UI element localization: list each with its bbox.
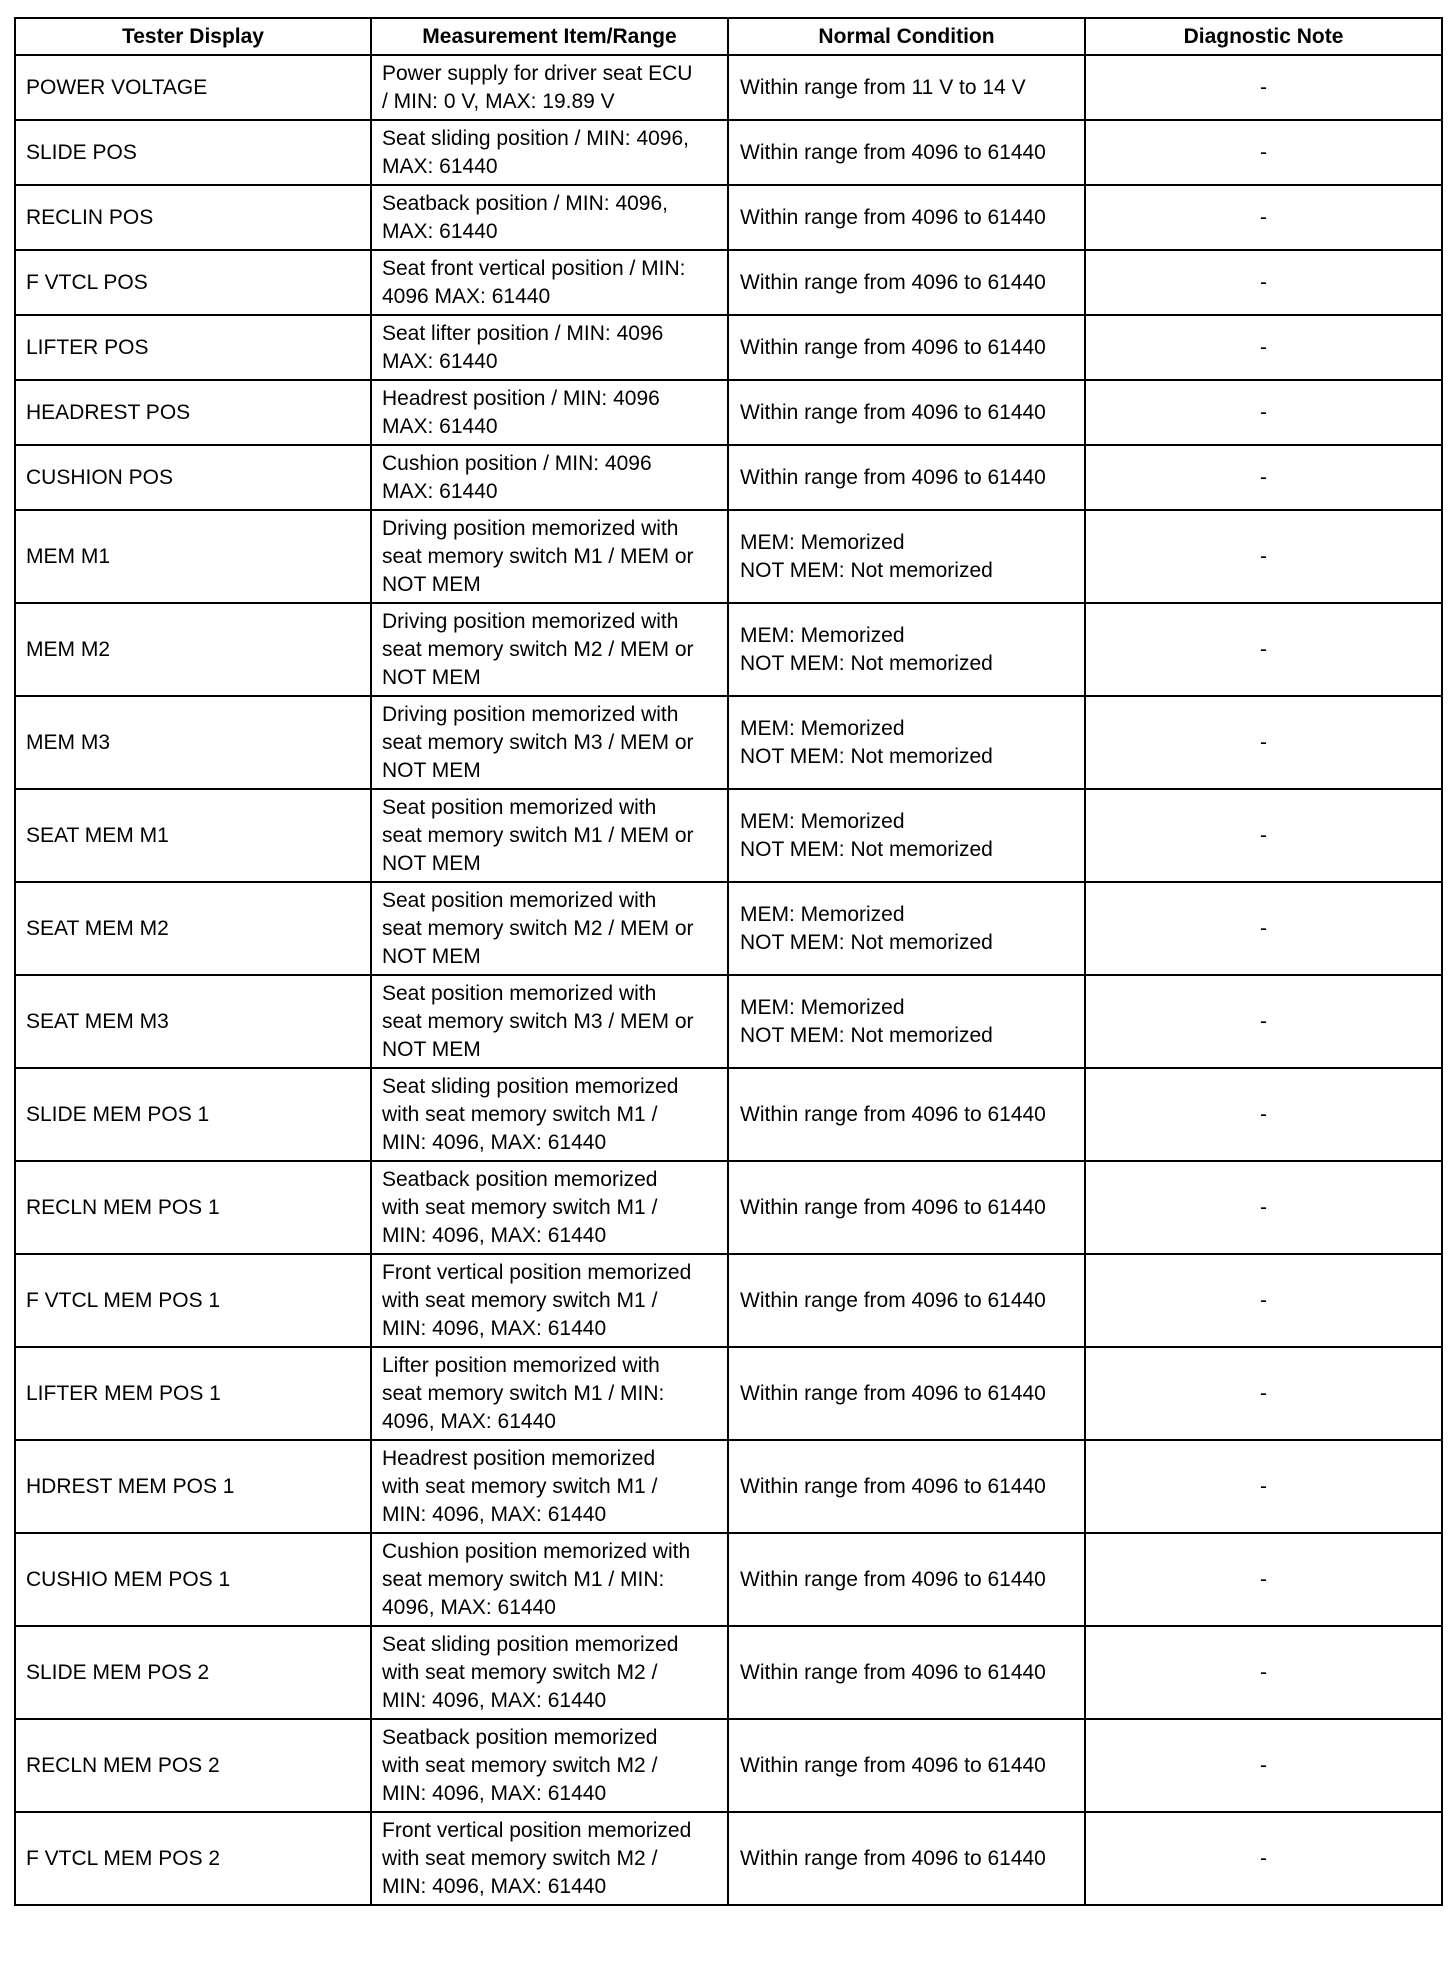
- table-row: [15, 445, 1442, 510]
- measurement-item-line: Seat position memorized with: [382, 981, 657, 1005]
- measurement-item-line: Driving position memorized with: [382, 609, 679, 633]
- normal-condition-cell: [728, 975, 1085, 1068]
- measurement-item-cell: [371, 380, 728, 445]
- measurement-item-cell: [371, 975, 728, 1068]
- tester-display-cell: SLIDE MEM POS 2: [15, 1626, 371, 1719]
- tester-display-cell: SEAT MEM M3: [15, 975, 371, 1068]
- measurement-item-line: Headrest position memorized: [382, 1446, 656, 1470]
- measurement-item-line: MAX: 61440: [382, 219, 498, 243]
- measurement-item-cell: [371, 1161, 728, 1254]
- normal-condition-cell: [728, 1440, 1085, 1533]
- table-row: [15, 882, 1442, 975]
- normal-condition-cell: [728, 315, 1085, 380]
- measurement-item-line: Seatback position memorized: [382, 1167, 658, 1191]
- normal-condition-line: Within range from 4096 to 61440: [740, 1288, 1046, 1312]
- measurement-item-line: Seat sliding position / MIN: 4096,: [382, 126, 690, 150]
- normal-condition-line: Within range from 4096 to 61440: [740, 335, 1046, 359]
- normal-condition-cell: [728, 1161, 1085, 1254]
- normal-condition-cell: [728, 55, 1085, 120]
- tester-display-cell: F VTCL POS: [15, 250, 371, 315]
- measurement-item-line: 4096 MAX: 61440: [382, 284, 551, 308]
- diagnostic-note-cell: -: [1085, 1254, 1442, 1347]
- measurement-item-line: MIN: 4096, MAX: 61440: [382, 1316, 607, 1340]
- measurement-item-line: seat memory switch M1 / MEM or: [382, 823, 694, 847]
- normal-condition-cell: [728, 882, 1085, 975]
- measurement-item-line: NOT MEM: [382, 851, 481, 875]
- normal-condition-line: MEM: Memorized: [740, 716, 905, 740]
- tester-display-cell: POWER VOLTAGE: [15, 55, 371, 120]
- table-row: [15, 250, 1442, 315]
- measurement-item-cell: [371, 55, 728, 120]
- measurement-item-cell: [371, 696, 728, 789]
- normal-condition-line: NOT MEM: Not memorized: [740, 558, 993, 582]
- table-row: [15, 1347, 1442, 1440]
- table-row: [15, 1812, 1442, 1905]
- normal-condition-cell: [728, 510, 1085, 603]
- header-measurement-item: Measurement Item/Range: [371, 18, 728, 55]
- measurement-item-line: with seat memory switch M1 /: [382, 1102, 658, 1126]
- diagnostic-note-cell: -: [1085, 1440, 1442, 1533]
- table-row: [15, 380, 1442, 445]
- measurement-item-line: Seat sliding position memorized: [382, 1632, 679, 1656]
- header-diagnostic-note: Diagnostic Note: [1085, 18, 1442, 55]
- normal-condition-cell: [728, 1068, 1085, 1161]
- diagnostic-note-cell: -: [1085, 975, 1442, 1068]
- measurement-item-cell: [371, 882, 728, 975]
- normal-condition-cell: [728, 1812, 1085, 1905]
- normal-condition-cell: [728, 603, 1085, 696]
- table-row: [15, 1161, 1442, 1254]
- measurement-item-line: with seat memory switch M2 /: [382, 1660, 658, 1684]
- tester-display-cell: LIFTER MEM POS 1: [15, 1347, 371, 1440]
- measurement-item-line: NOT MEM: [382, 572, 481, 596]
- measurement-item-line: Seat position memorized with: [382, 795, 657, 819]
- measurement-item-line: NOT MEM: [382, 1037, 481, 1061]
- measurement-item-line: seat memory switch M2 / MEM or: [382, 916, 694, 940]
- normal-condition-line: MEM: Memorized: [740, 995, 905, 1019]
- normal-condition-line: NOT MEM: Not memorized: [740, 1023, 993, 1047]
- normal-condition-line: MEM: Memorized: [740, 530, 905, 554]
- diagnostic-note-cell: -: [1085, 1812, 1442, 1905]
- table-row: [15, 1254, 1442, 1347]
- normal-condition-line: MEM: Memorized: [740, 809, 905, 833]
- header-normal-condition: Normal Condition: [728, 18, 1085, 55]
- diagnostic-note-cell: -: [1085, 789, 1442, 882]
- measurement-item-line: NOT MEM: [382, 758, 481, 782]
- tester-display-cell: LIFTER POS: [15, 315, 371, 380]
- measurement-item-line: 4096, MAX: 61440: [382, 1409, 556, 1433]
- measurement-item-line: MAX: 61440: [382, 154, 498, 178]
- normal-condition-line: Within range from 4096 to 61440: [740, 400, 1046, 424]
- normal-condition-cell: [728, 250, 1085, 315]
- measurement-item-line: MIN: 4096, MAX: 61440: [382, 1688, 607, 1712]
- measurement-item-line: MAX: 61440: [382, 479, 498, 503]
- table-row: [15, 1440, 1442, 1533]
- measurement-item-line: 4096, MAX: 61440: [382, 1595, 556, 1619]
- normal-condition-cell: [728, 185, 1085, 250]
- table-row: [15, 120, 1442, 185]
- normal-condition-line: Within range from 4096 to 61440: [740, 1753, 1046, 1777]
- diagnostic-note-cell: -: [1085, 250, 1442, 315]
- table-row: [15, 55, 1442, 120]
- normal-condition-cell: [728, 1533, 1085, 1626]
- header-tester-display: Tester Display: [15, 18, 371, 55]
- measurement-item-cell: [371, 510, 728, 603]
- tester-display-cell: CUSHIO MEM POS 1: [15, 1533, 371, 1626]
- measurement-item-cell: [371, 120, 728, 185]
- measurement-item-cell: [371, 1719, 728, 1812]
- measurement-item-cell: [371, 1347, 728, 1440]
- diagnostic-note-cell: -: [1085, 55, 1442, 120]
- measurement-item-line: Front vertical position memorized: [382, 1818, 692, 1842]
- measurement-item-line: Cushion position / MIN: 4096: [382, 451, 652, 475]
- measurement-item-line: Seatback position / MIN: 4096,: [382, 191, 668, 215]
- normal-condition-cell: [728, 445, 1085, 510]
- measurement-item-line: seat memory switch M1 / MIN:: [382, 1567, 665, 1591]
- measurement-item-cell: [371, 1533, 728, 1626]
- measurement-item-line: Seat front vertical position / MIN:: [382, 256, 686, 280]
- tester-display-cell: F VTCL MEM POS 1: [15, 1254, 371, 1347]
- normal-condition-line: Within range from 4096 to 61440: [740, 140, 1046, 164]
- normal-condition-line: Within range from 4096 to 61440: [740, 1195, 1046, 1219]
- normal-condition-line: NOT MEM: Not memorized: [740, 651, 993, 675]
- normal-condition-cell: [728, 380, 1085, 445]
- measurement-item-line: NOT MEM: [382, 944, 481, 968]
- measurement-item-line: with seat memory switch M1 /: [382, 1288, 658, 1312]
- measurement-item-cell: [371, 185, 728, 250]
- measurement-item-cell: [371, 315, 728, 380]
- normal-condition-line: Within range from 4096 to 61440: [740, 1660, 1046, 1684]
- normal-condition-line: Within range from 4096 to 61440: [740, 1381, 1046, 1405]
- table-row: [15, 185, 1442, 250]
- measurement-item-cell: [371, 1812, 728, 1905]
- measurement-item-line: Seatback position memorized: [382, 1725, 658, 1749]
- table-row: [15, 1719, 1442, 1812]
- tester-display-cell: CUSHION POS: [15, 445, 371, 510]
- measurement-item-line: Driving position memorized with: [382, 702, 679, 726]
- measurement-item-line: MAX: 61440: [382, 414, 498, 438]
- diagnostic-note-cell: -: [1085, 696, 1442, 789]
- measurement-item-line: Power supply for driver seat ECU: [382, 61, 693, 85]
- normal-condition-line: Within range from 4096 to 61440: [740, 1474, 1046, 1498]
- normal-condition-line: Within range from 11 V to 14 V: [740, 75, 1026, 99]
- measurement-item-line: with seat memory switch M1 /: [382, 1474, 658, 1498]
- measurement-item-cell: [371, 603, 728, 696]
- measurement-item-cell: [371, 1626, 728, 1719]
- normal-condition-cell: [728, 1719, 1085, 1812]
- table-header: [15, 18, 1442, 55]
- normal-condition-line: NOT MEM: Not memorized: [740, 744, 993, 768]
- table-row: [15, 1626, 1442, 1719]
- table-row: [15, 1068, 1442, 1161]
- tester-display-cell: HEADREST POS: [15, 380, 371, 445]
- table-row: [15, 510, 1442, 603]
- diagnostic-note-cell: -: [1085, 1347, 1442, 1440]
- normal-condition-cell: [728, 696, 1085, 789]
- normal-condition-line: Within range from 4096 to 61440: [740, 465, 1046, 489]
- diagnostic-note-cell: -: [1085, 510, 1442, 603]
- tester-display-cell: MEM M2: [15, 603, 371, 696]
- tester-display-cell: RECLN MEM POS 1: [15, 1161, 371, 1254]
- normal-condition-cell: [728, 120, 1085, 185]
- tester-display-cell: SLIDE POS: [15, 120, 371, 185]
- measurement-item-line: MAX: 61440: [382, 349, 498, 373]
- measurement-item-line: Headrest position / MIN: 4096: [382, 386, 660, 410]
- measurement-item-cell: [371, 250, 728, 315]
- tester-display-cell: RECLN MEM POS 2: [15, 1719, 371, 1812]
- measurement-item-cell: [371, 1068, 728, 1161]
- tester-display-cell: SEAT MEM M1: [15, 789, 371, 882]
- measurement-item-line: with seat memory switch M2 /: [382, 1846, 658, 1870]
- tester-display-cell: RECLIN POS: [15, 185, 371, 250]
- diagnostic-note-cell: -: [1085, 1626, 1442, 1719]
- table-row: [15, 696, 1442, 789]
- measurement-item-line: Front vertical position memorized: [382, 1260, 692, 1284]
- measurement-item-line: MIN: 4096, MAX: 61440: [382, 1502, 607, 1526]
- measurement-item-line: seat memory switch M2 / MEM or: [382, 637, 694, 661]
- measurement-item-line: seat memory switch M3 / MEM or: [382, 1009, 694, 1033]
- measurement-item-line: / MIN: 0 V, MAX: 19.89 V: [382, 89, 615, 113]
- normal-condition-line: MEM: Memorized: [740, 623, 905, 647]
- measurement-item-cell: [371, 789, 728, 882]
- diagnostic-note-cell: -: [1085, 882, 1442, 975]
- tester-display-cell: MEM M1: [15, 510, 371, 603]
- table-row: [15, 789, 1442, 882]
- measurement-item-line: MIN: 4096, MAX: 61440: [382, 1130, 607, 1154]
- table-row: [15, 603, 1442, 696]
- measurement-item-line: Seat sliding position memorized: [382, 1074, 679, 1098]
- data-list-table: [14, 17, 1443, 1906]
- measurement-item-line: MIN: 4096, MAX: 61440: [382, 1223, 607, 1247]
- normal-condition-cell: [728, 1254, 1085, 1347]
- measurement-item-line: Seat lifter position / MIN: 4096: [382, 321, 664, 345]
- normal-condition-line: Within range from 4096 to 61440: [740, 1102, 1046, 1126]
- normal-condition-line: Within range from 4096 to 61440: [740, 1846, 1046, 1870]
- measurement-item-line: seat memory switch M1 / MEM or: [382, 544, 694, 568]
- measurement-item-line: MIN: 4096, MAX: 61440: [382, 1874, 607, 1898]
- tester-display-cell: F VTCL MEM POS 2: [15, 1812, 371, 1905]
- normal-condition-line: Within range from 4096 to 61440: [740, 270, 1046, 294]
- measurement-item-line: seat memory switch M3 / MEM or: [382, 730, 694, 754]
- measurement-item-line: with seat memory switch M2 /: [382, 1753, 658, 1777]
- normal-condition-cell: [728, 789, 1085, 882]
- normal-condition-line: Within range from 4096 to 61440: [740, 1567, 1046, 1591]
- measurement-item-line: seat memory switch M1 / MIN:: [382, 1381, 665, 1405]
- tester-display-cell: MEM M3: [15, 696, 371, 789]
- measurement-item-line: NOT MEM: [382, 665, 481, 689]
- diagnostic-note-cell: -: [1085, 120, 1442, 185]
- diagnostic-note-cell: -: [1085, 603, 1442, 696]
- measurement-item-line: Seat position memorized with: [382, 888, 657, 912]
- normal-condition-line: NOT MEM: Not memorized: [740, 837, 993, 861]
- diagnostic-note-cell: -: [1085, 380, 1442, 445]
- normal-condition-line: MEM: Memorized: [740, 902, 905, 926]
- tester-display-cell: SLIDE MEM POS 1: [15, 1068, 371, 1161]
- measurement-item-line: with seat memory switch M1 /: [382, 1195, 658, 1219]
- tester-display-cell: HDREST MEM POS 1: [15, 1440, 371, 1533]
- diagnostic-note-cell: -: [1085, 315, 1442, 380]
- table-row: [15, 315, 1442, 380]
- diagnostic-note-cell: -: [1085, 1068, 1442, 1161]
- diagnostic-note-cell: -: [1085, 445, 1442, 510]
- measurement-item-line: Driving position memorized with: [382, 516, 679, 540]
- table-row: [15, 975, 1442, 1068]
- table-row: [15, 1533, 1442, 1626]
- measurement-item-line: Cushion position memorized with: [382, 1539, 691, 1563]
- diagnostic-note-cell: -: [1085, 1533, 1442, 1626]
- normal-condition-cell: [728, 1347, 1085, 1440]
- measurement-item-cell: [371, 1440, 728, 1533]
- diagnostic-note-cell: -: [1085, 1719, 1442, 1812]
- diagnostic-note-cell: -: [1085, 1161, 1442, 1254]
- measurement-item-cell: [371, 1254, 728, 1347]
- normal-condition-cell: [728, 1626, 1085, 1719]
- tester-display-cell: SEAT MEM M2: [15, 882, 371, 975]
- table-body: [15, 55, 1442, 1905]
- normal-condition-line: NOT MEM: Not memorized: [740, 930, 993, 954]
- measurement-item-line: MIN: 4096, MAX: 61440: [382, 1781, 607, 1805]
- measurement-item-line: Lifter position memorized with: [382, 1353, 660, 1377]
- diagnostic-note-cell: -: [1085, 185, 1442, 250]
- header-row: [15, 18, 1442, 55]
- measurement-item-cell: [371, 445, 728, 510]
- normal-condition-line: Within range from 4096 to 61440: [740, 205, 1046, 229]
